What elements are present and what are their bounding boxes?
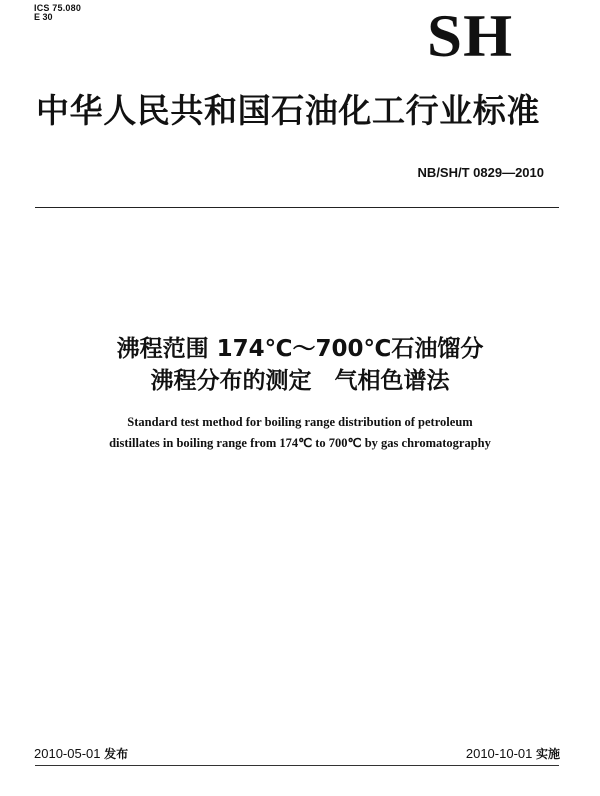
standard-number: NB/SH/T 0829—2010: [417, 165, 544, 180]
publish-info: [34, 746, 128, 762]
header-divider: [35, 207, 559, 208]
document-title-en-line-2: distillates in boiling range from 174℃ to 700℃ by gas chromatography: [109, 436, 491, 450]
ics-code: ICS 75.080: [34, 3, 82, 13]
implement-info: [400, 746, 560, 762]
document-title-zh-line-1: 沸程范围 174℃～700℃石油馏分: [116, 336, 484, 362]
sh-logo: SH: [427, 3, 514, 69]
document-title-zh-line-2: 沸程分布的测定 气相色谱法: [150, 368, 450, 394]
standard-category-title: 中华人民共和国石油化工行业标准: [36, 91, 540, 130]
footer-divider: [35, 765, 559, 766]
publish-date: 2010-05-01: [34, 746, 101, 761]
ccs-code: E 30: [34, 12, 53, 22]
implement-label: 实施: [535, 747, 560, 761]
publish-label: 发布: [104, 747, 129, 761]
implement-date: 2010-10-01: [465, 746, 533, 761]
document-title-en-line-1: Standard test method for boiling range distribution of petroleum: [127, 415, 473, 429]
